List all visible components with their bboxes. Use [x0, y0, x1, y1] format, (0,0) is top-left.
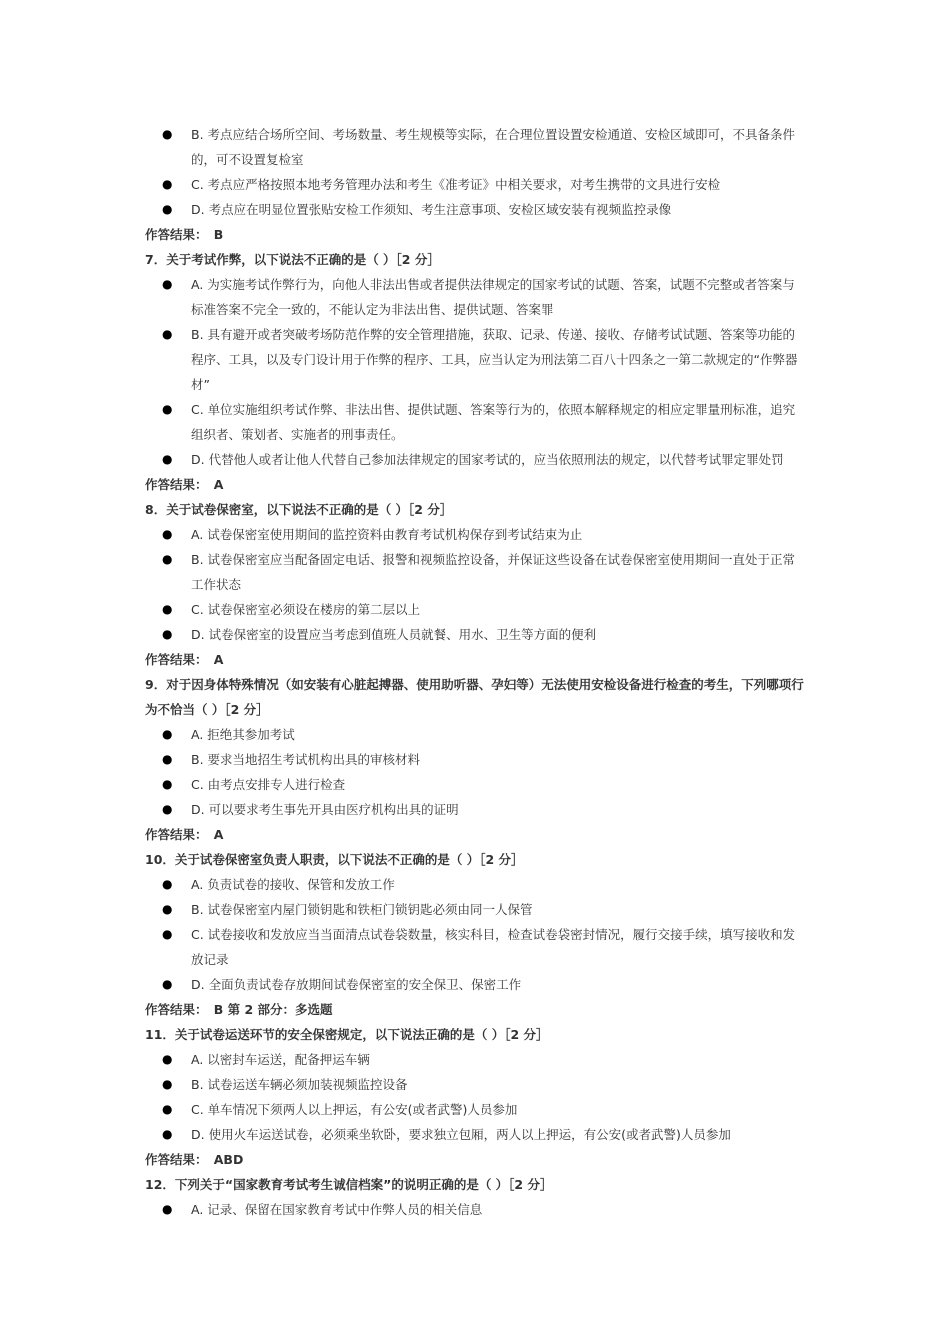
bullet-icon: ● — [162, 752, 173, 766]
answer-result: 作答结果： B — [145, 227, 224, 242]
list-item — [162, 272, 807, 322]
list-item — [162, 897, 807, 922]
option-text: D. 可以要求考生事先开具由医疗机构出具的证明 — [191, 802, 459, 817]
answer-result: 作答结果： B 第 2 部分：多选题 — [145, 1002, 333, 1017]
answer-result: 作答结果： A — [145, 477, 224, 492]
list-item — [162, 1122, 807, 1147]
option-text: D. 试卷保密室的设置应当考虑到值班人员就餐、用水、卫生等方面的便利 — [191, 627, 597, 642]
list-item — [162, 122, 807, 172]
bullet-icon: ● — [162, 277, 173, 291]
list-item — [162, 522, 807, 547]
question-title: 8．关于试卷保密室，以下说法不正确的是（ ）［2 分］ — [145, 502, 453, 517]
option-text: D. 代替他人或者让他人代替自己参加法律规定的国家考试的，应当依照刑法的规定，以代替考试罪定罪处罚 — [191, 452, 784, 467]
bullet-icon: ● — [162, 327, 173, 341]
option-text: B. 要求当地招生考试机构出具的审核材料 — [191, 752, 421, 767]
bullet-icon: ● — [162, 727, 173, 741]
option-text: A. 以密封车运送，配备押运车辆 — [191, 1052, 370, 1067]
list-item — [162, 972, 807, 997]
option-text: D. 考点应在明显位置张贴安检工作须知、考生注意事项、安检区域安装有视频监控录像 — [191, 202, 672, 217]
option-text: C. 考点应严格按照本地考务管理办法和考生《准考证》中相关要求，对考生携带的文具进行安检 — [191, 177, 721, 192]
bullet-icon: ● — [162, 877, 173, 891]
bullet-icon: ● — [162, 802, 173, 816]
bullet-icon: ● — [162, 527, 173, 541]
option-text: D. 全面负责试卷存放期间试卷保密室的安全保卫、保密工作 — [191, 977, 522, 992]
bullet-icon: ● — [162, 177, 173, 191]
answer-result: 作答结果： A — [145, 652, 224, 667]
bullet-icon: ● — [162, 777, 173, 791]
list-item — [162, 872, 807, 897]
answer-result: 作答结果： ABD — [145, 1152, 244, 1167]
bullet-icon: ● — [162, 1077, 173, 1091]
list-item — [162, 1197, 807, 1222]
list-item — [162, 922, 807, 972]
bullet-icon: ● — [162, 627, 173, 641]
bullet-icon: ● — [162, 552, 173, 566]
list-item — [162, 772, 807, 797]
list-item — [162, 397, 807, 447]
list-item — [162, 447, 807, 472]
list-item — [162, 1072, 807, 1097]
bullet-icon: ● — [162, 202, 173, 216]
option-text: C. 单车情况下须两人以上押运，有公安(或者武警)人员参加 — [191, 1102, 518, 1117]
bullet-icon: ● — [162, 977, 173, 991]
question-title: 12．下列关于“国家教育考试考生诚信档案”的说明正确的是（ ）［2 分］ — [145, 1177, 553, 1192]
option-text: A. 试卷保密室使用期间的监控资料由教育考试机构保存到考试结束为止 — [191, 527, 583, 542]
bullet-icon: ● — [162, 1202, 173, 1216]
option-text: C. 试卷保密室必须设在楼房的第二层以上 — [191, 602, 421, 617]
bullet-icon: ● — [162, 402, 173, 416]
bullet-icon: ● — [162, 602, 173, 616]
bullet-icon: ● — [162, 927, 173, 941]
list-item — [162, 322, 807, 397]
question-title: 7．关于考试作弊，以下说法不正确的是（ ）［2 分］ — [145, 252, 440, 267]
option-text: A. 记录、保留在国家教育考试中作弊人员的相关信息 — [191, 1202, 483, 1217]
question-title: 11．关于试卷运送环节的安全保密规定，以下说法正确的是（ ）［2 分］ — [145, 1027, 549, 1042]
option-text: A. 为实施考试作弊行为，向他人非法出售或者提供法律规定的国家考试的试题、答案，试题不完整或者答案与标准答案不完全一致的，不能认定为非法出售、提供试题、答案罪 — [191, 277, 795, 317]
list-item — [162, 547, 807, 597]
bullet-icon: ● — [162, 452, 173, 466]
bullet-icon: ● — [162, 1127, 173, 1141]
answer-result: 作答结果： A — [145, 827, 224, 842]
question-title: 9．对于因身体特殊情况（如安装有心脏起搏器、使用助听器、孕妇等）无法使用安检设备进行检查的考生，下列哪项行为不恰当（ ）［2 分］ — [145, 677, 804, 717]
list-item — [162, 722, 807, 747]
bullet-icon: ● — [162, 127, 173, 141]
option-text: B. 试卷保密室内屋门锁钥匙和铁柜门锁钥匙必须由同一人保管 — [191, 902, 533, 917]
option-text: C. 单位实施组织考试作弊、非法出售、提供试题、答案等行为的，依照本解释规定的相应定罪量刑标准，追究组织者、策划者、实施者的刑事责任。 — [191, 402, 796, 442]
option-text: B. 考点应结合场所空间、考场数量、考生规模等实际，在合理位置设置安检通道、安检区域即可，不具备条件的，可不设置复检室 — [191, 127, 796, 167]
option-text: A. 拒绝其参加考试 — [191, 727, 295, 742]
option-text: B. 试卷保密室应当配备固定电话、报警和视频监控设备，并保证这些设备在试卷保密室使用期间一直处于正常工作状态 — [191, 552, 796, 592]
option-text: C. 试卷接收和发放应当当面清点试卷袋数量，核实科目，检查试卷袋密封情况，履行交接手续，填写接收和发放记录 — [191, 927, 796, 967]
bullet-icon: ● — [162, 1052, 173, 1066]
bullet-icon: ● — [162, 902, 173, 916]
list-item — [162, 197, 807, 222]
bullet-icon: ● — [162, 1102, 173, 1116]
list-item — [162, 1097, 807, 1122]
option-text: A. 负责试卷的接收、保管和发放工作 — [191, 877, 395, 892]
option-text: C. 由考点安排专人进行检查 — [191, 777, 346, 792]
list-item — [162, 597, 807, 622]
list-item — [162, 747, 807, 772]
list-item — [162, 622, 807, 647]
question-title: 10．关于试卷保密室负责人职责，以下说法不正确的是（ ）［2 分］ — [145, 852, 524, 867]
list-item — [162, 797, 807, 822]
list-item — [162, 172, 807, 197]
document-page — [0, 122, 950, 1222]
option-text: B. 具有避开或者突破考场防范作弊的安全管理措施，获取、记录、传递、接收、存储考试试题、答案等功能的程序、工具，以及专门设计用于作弊的程序、工具，应当认定为刑法第二百八十四条之一第二款规定的“作弊器材” — [191, 327, 798, 392]
option-text: D. 使用火车运送试卷，必须乘坐软卧，要求独立包厢，两人以上押运，有公安(或者武警)人员参加 — [191, 1127, 731, 1142]
list-item — [162, 1047, 807, 1072]
option-text: B. 试卷运送车辆必须加装视频监控设备 — [191, 1077, 408, 1092]
